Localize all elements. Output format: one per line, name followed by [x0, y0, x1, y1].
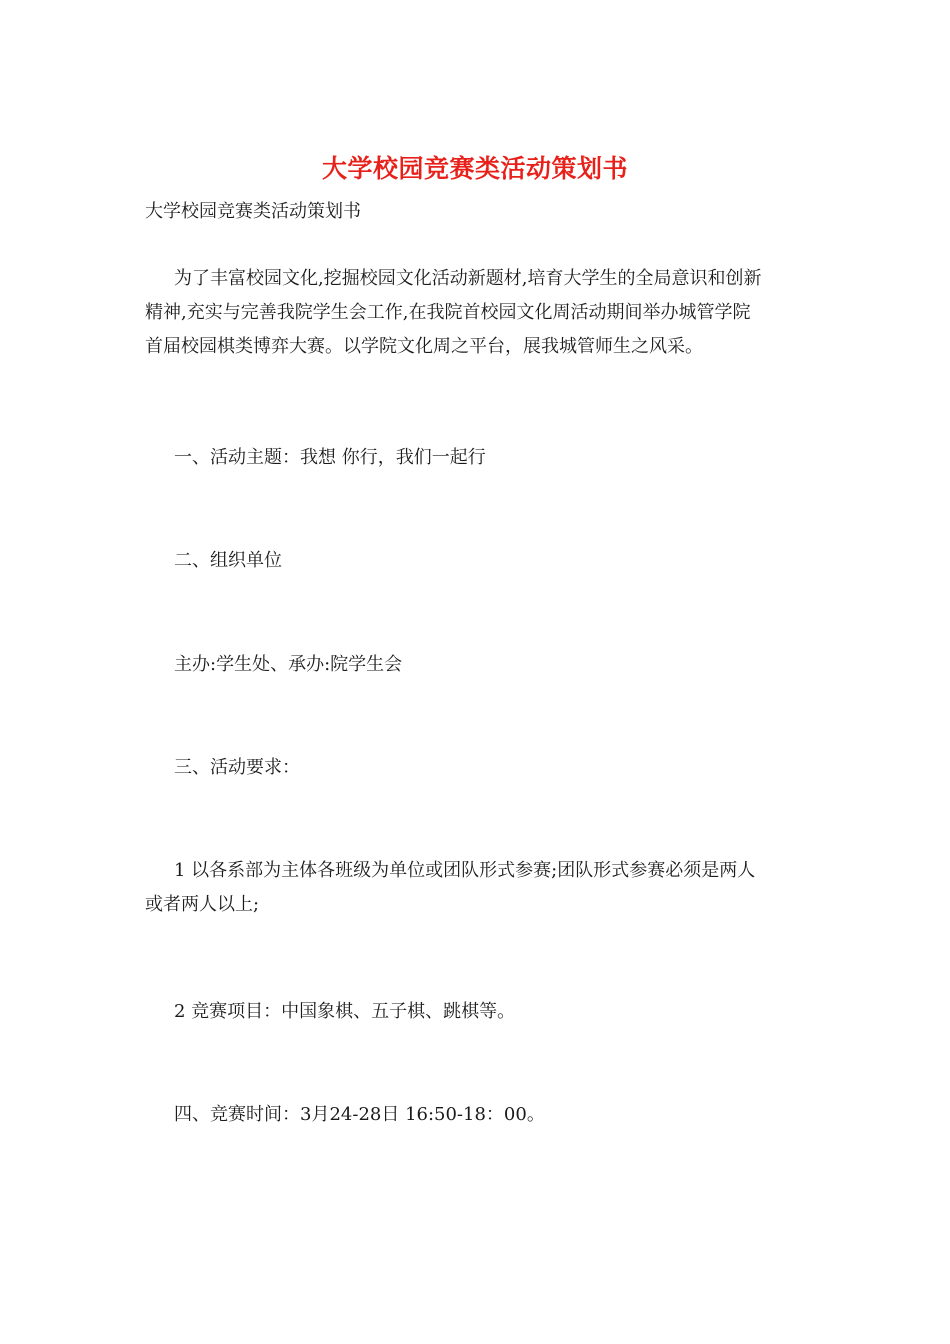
requirements-heading: 三、活动要求：	[174, 757, 300, 778]
document-title: 大学校园竞赛类活动策划书	[321, 154, 628, 183]
theme-line: 一、活动主题：我想 你行，我们一起行	[174, 447, 486, 468]
requirement-2: 2 竞赛项目：中国象棋、五子棋、跳棋等。	[174, 1001, 516, 1022]
schedule-line: 四、竞赛时间：3月24-28日 16:50-18：00。	[174, 1104, 545, 1125]
intro-paragraph	[145, 262, 810, 364]
intro-line-3: 首届校园棋类博弈大赛。以学院文化周之平台，展我城管师生之风采。	[145, 336, 703, 357]
requirement-1-line-2: 或者两人以上;	[145, 894, 260, 915]
document-subtitle: 大学校园竞赛类活动策划书	[145, 201, 361, 222]
intro-line-2: 精神,充实与完善我院学生会工作,在我院首校园文化周活动期间举办城管学院	[145, 302, 751, 323]
requirement-1-line-1: 1 以各系部为主体各班级为单位或团队形式参赛;团队形式参赛必须是两人	[174, 860, 756, 881]
intro-line-1: 为了丰富校园文化,挖掘校园文化活动新题材,培育大学生的全局意识和创新	[174, 268, 762, 289]
organizer-heading: 二、组织单位	[174, 550, 282, 571]
organizer-line: 主办:学生处、承办:院学生会	[174, 654, 403, 675]
requirement-1	[145, 854, 810, 922]
